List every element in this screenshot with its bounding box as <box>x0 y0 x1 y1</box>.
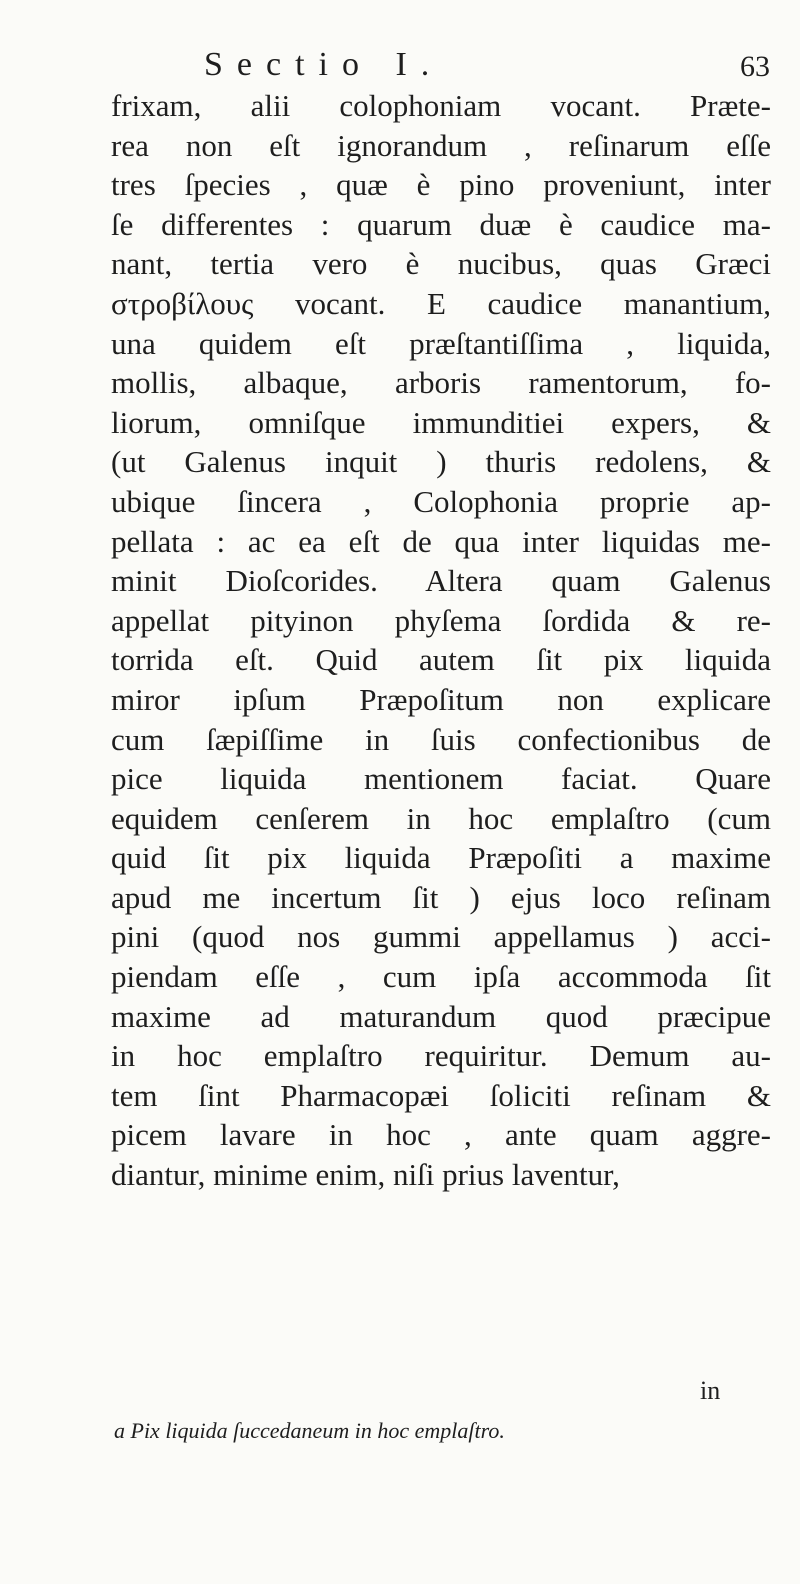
text-line: cum ſæpiſſime in ſuis confectionibus de <box>111 721 771 757</box>
text-line: ubique ſincera , Colophonia proprie ap- <box>111 483 771 519</box>
text-line: appellat pityinon phyſema ſordida & re- <box>111 602 771 638</box>
text-line: diantur, minime enim, niſi prius laventur, <box>111 1157 620 1193</box>
text-line: maxime ad maturandum quod præcipue <box>111 998 771 1034</box>
text-line: tem ſint Pharmacopæi ſoliciti reſinam & <box>111 1077 771 1113</box>
body-text <box>111 86 771 1195</box>
text-line: rea non eſt ignorandum , reſinarum eſſe <box>111 127 771 163</box>
text-line: pice liquida mentionem faciat. Quare <box>111 761 771 797</box>
text-line: quid ſit pix liquida Præpoſiti a maxime <box>111 840 771 876</box>
footnote: a Pix liquida ſuccedaneum in hoc emplaſtro. <box>114 1418 505 1443</box>
text-line: nant, tertia vero è nucibus, quas Græci <box>111 246 771 282</box>
text-line: torrida eſt. Quid autem ſit pix liquida <box>111 642 771 678</box>
text-line: frixam, alii colophoniam vocant. Præte- <box>111 88 771 123</box>
text-line: piendam eſſe , cum ipſa accommoda ſit <box>111 959 771 995</box>
catchword: in <box>700 1376 721 1405</box>
text-line: liorum, omniſque immunditiei expers, & <box>111 404 771 440</box>
text-line: equidem cenſerem in hoc emplaſtro (cum <box>111 800 771 836</box>
text-line: mollis, albaque, arboris ramentorum, fo- <box>111 365 771 401</box>
page-number: 63 <box>740 50 770 83</box>
text-line: minit Dioſcorides. Altera quam Galenus <box>111 563 771 599</box>
text-line: στροβίλους vocant. E caudice manantium, <box>111 285 771 321</box>
text-line: ſe differentes : quarum duæ è caudice ma- <box>111 206 771 242</box>
text-line: picem lavare in hoc , ante quam aggre- <box>111 1117 771 1153</box>
text-line: in hoc emplaſtro requiritur. Demum au- <box>111 1038 771 1074</box>
text-line: tres ſpecies , quæ è pino proveniunt, inter <box>111 167 771 203</box>
text-line: apud me incertum ſit ) ejus loco reſinam <box>111 879 771 915</box>
text-line: (ut Galenus inquit ) thuris redolens, & <box>111 444 771 480</box>
text-line: pini (quod nos gummi appellamus ) acci- <box>111 919 771 955</box>
text-line: una quidem eſt præſtantiſſima , liquida, <box>111 325 771 361</box>
text-line: pellata : ac ea eſt de qua inter liquidas me- <box>111 523 771 559</box>
running-head: Sectio I. <box>204 46 444 83</box>
text-line: miror ipſum Præpoſitum non explicare <box>111 681 771 717</box>
